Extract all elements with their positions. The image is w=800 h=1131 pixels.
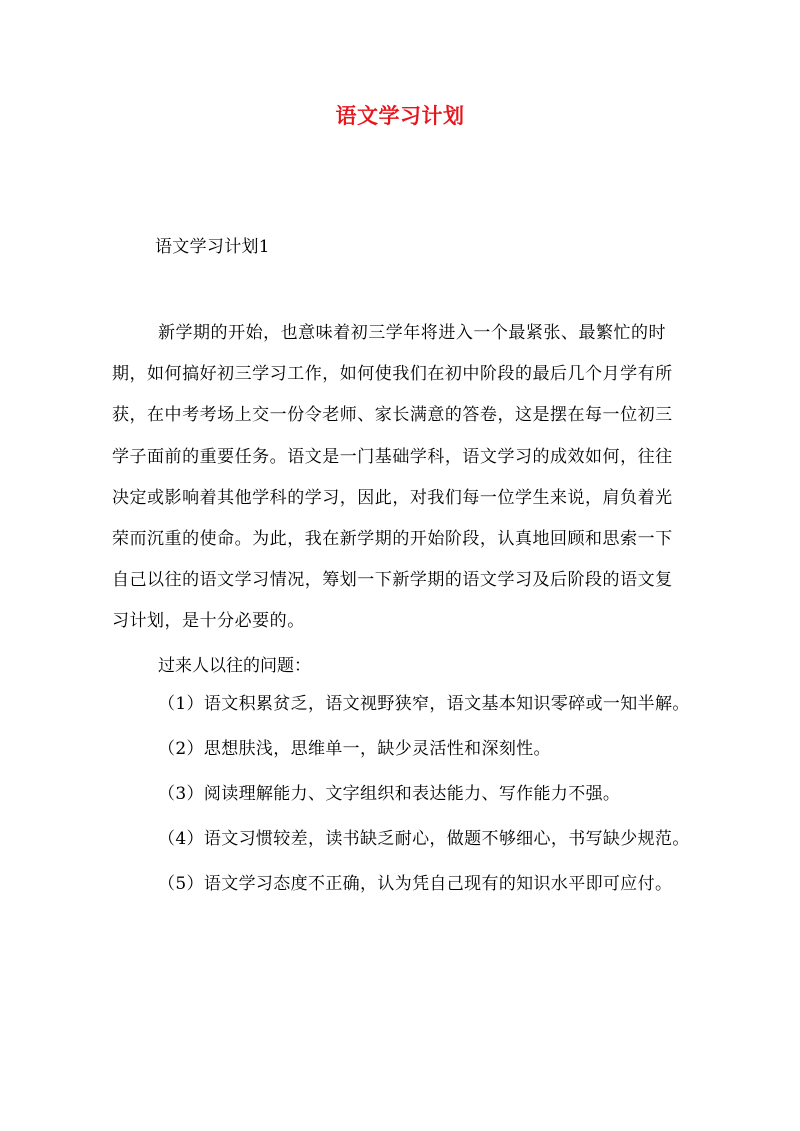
document-title: 语文学习计划: [335, 103, 465, 128]
problem-item: （3）阅读理解能力、文字组织和表达能力、写作能力不强。: [158, 783, 621, 804]
intro-paragraph: 新学期的开始，也意味着初三学年将进入一个最紧张、最繁忙的时期，如何搞好初三学习工作，如何使我们在初中阶段的最后几个月学有所获，在中考考场上交一份令老师、家长满意的答卷，这是摆在每一位初三学子面前的重要任务。语文是一门基础学科，语文学习的成效如何，往往决定或影响着其他学科的学习，因此，对我们每一位学生来说，肩负着光荣而沉重的使命。为此，我在新学期的开始阶段，认真地回顾和思索一下自己以往的语文学习情况，筹划一下新学期的语文学习及后阶段的语文复习计划，是十分必要的。: [112, 323, 673, 632]
problem-item: （4）语文习惯较差，读书缺乏耐心，做题不够细心，书写缺少规范。: [158, 828, 690, 849]
problems-list: [112, 686, 690, 902]
problems-label: 过来人以往的问题：: [158, 655, 311, 676]
document-body: [112, 313, 690, 902]
problem-item: （5）语文学习态度不正确，认为凭自己现有的知识水平即可应付。: [158, 873, 673, 894]
section-heading: 语文学习计划1: [155, 237, 270, 257]
problem-item: （1）语文积累贫乏，语文视野狭窄，语文基本知识零碎或一知半解。: [158, 693, 690, 714]
problem-item: （2）思想肤浅，思维单一，缺少灵活性和深刻性。: [158, 738, 551, 759]
